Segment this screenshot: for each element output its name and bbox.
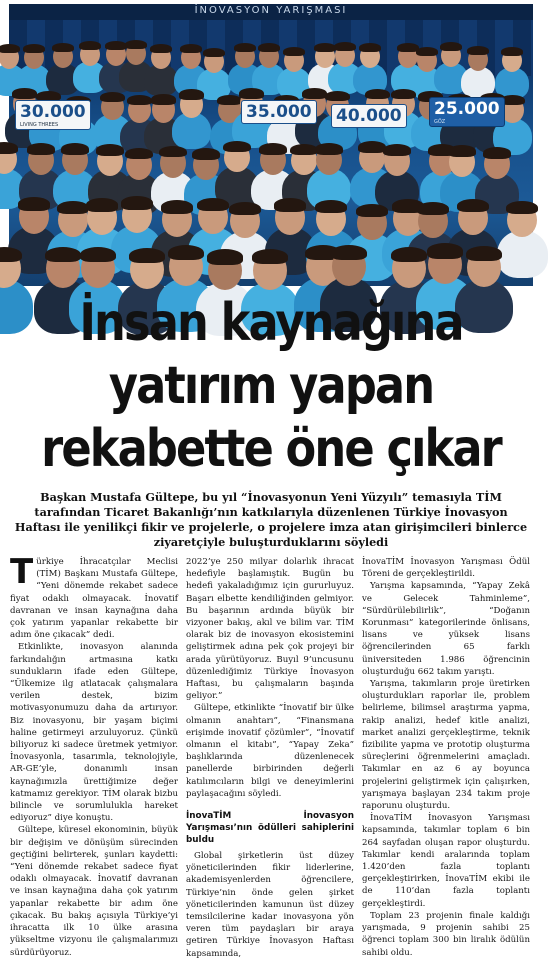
- prize-check-4: [429, 97, 505, 127]
- paragraph: Global şirketlerin üst düzey yöneticilerinden fikir liderlerine, akademisyenlerden öğrencilere, Türkiye’nin önde gelen şirket yöneticilerinden kamunun üst düzey temsilcilerine kadar inovasyona yön veren tüm paydaşları bir araya getiren Türkiye İnovasyon Haftası kapsamında,: [186, 851, 354, 959]
- crowd-hair: [466, 246, 502, 261]
- prize-check-3-amount: 40.000: [336, 106, 402, 126]
- crowd-hair: [467, 46, 489, 55]
- crowd-hair: [239, 88, 264, 98]
- paragraph: Toplam 23 projenin finale kaldığı yarışmada, 9 projenin sahibi 25 öğrenci toplam 300 bin liralık ödülün sahibi oldu.: [362, 910, 530, 958]
- paragraph-text: ürkiye İhracatçılar Meclisi (TİM) Başkanı Mustafa Gültepe, “Yeni dönemde rekabet sadece fiyat odaklı olmayacak. İnovatif davranan ve insan kaynağına daha çok yatırım yapanlar rekabette bir adım öne çıkacak” dedi.: [10, 557, 178, 641]
- crowd-hair: [168, 245, 204, 260]
- headline: [38, 292, 504, 481]
- crowd-hair: [331, 245, 367, 260]
- prize-check-2-amount: 35.000: [246, 102, 312, 122]
- crowd-hair: [96, 144, 124, 156]
- crowd-hair: [501, 47, 523, 56]
- crowd-hair: [365, 89, 390, 99]
- crowd-hair: [197, 198, 229, 212]
- crowd-hair: [427, 243, 463, 258]
- crowd-hair: [100, 92, 125, 102]
- crowd-hair: [150, 44, 172, 53]
- news-photo: [9, 4, 533, 286]
- crowd-hair: [80, 247, 116, 262]
- crowd-hair: [274, 198, 306, 212]
- crowd-hair: [416, 47, 438, 56]
- paragraph: 2022’ye 250 milyar dolarlık ihracat hedefiyle başlamıştık. Bugün bu hedefi yakaladığımız için gururluyuz. Başarı elbette kendiliğinden gelmiyor. Bu başarının ardında büyük bir vizyoner bakış, akıl ve bilim var. TİM olarak biz de inovasyon ekosistemini geliştirmek adına pek çok projeyi bir arada yürütüyoruz. Buyıl 9’uncusunu düzenlediğimiz Türkiye İnovasyon Haftası, bu çalışmaların başında geliyor.”: [186, 557, 354, 702]
- crowd-hair: [105, 41, 127, 50]
- prize-check-3: [331, 104, 407, 128]
- crowd-hair: [23, 44, 45, 53]
- crowd-hair: [86, 198, 118, 212]
- crowd-hair: [12, 88, 37, 98]
- crowd-hair: [234, 43, 256, 52]
- crowd-hair: [252, 249, 288, 264]
- crowd-hair: [180, 44, 202, 53]
- prize-check-4-amount: 25.000: [434, 99, 500, 119]
- crowd-hair: [315, 143, 343, 155]
- crowd-hair: [161, 200, 193, 214]
- prize-check-1-caption: LIVING THREES: [20, 122, 59, 128]
- crowd-hair: [483, 147, 511, 159]
- paragraph: Gültepe, küresel ekonominin, büyük bir değişim ve dönüşüm sürecinden geçtiğini belirterek, şunları kaydetti: “Yeni dönemde rekabet sadece fiyat odaklı olmayacak. İnovatif davranan ve insan kaynağına daha çok yatırım yapanlar rekabette bir adım öne çıkacak. Bu bakış açısıyla Türkiye’yi ihracatta ilk 10 ülke arasına yükseltme vizyonu ile çalışmalarımızı sürdürüyoruz.: [10, 825, 178, 958]
- crowd-hair: [61, 143, 89, 155]
- prize-check-1: [15, 100, 91, 130]
- crowd-person: [497, 230, 548, 278]
- crowd-hair: [283, 47, 305, 56]
- crowd-hair: [0, 44, 20, 53]
- crowd-hair: [417, 202, 449, 216]
- article-body: [10, 552, 532, 959]
- crowd-hair: [27, 143, 55, 155]
- crowd-hair: [0, 142, 18, 154]
- crowd-hair: [258, 43, 280, 52]
- crowd-hair: [391, 89, 416, 99]
- column-2: [186, 556, 354, 959]
- crowd-hair: [125, 40, 147, 49]
- crowd-hair: [223, 141, 251, 153]
- headline-line-2: yatırım yapan: [108, 356, 434, 416]
- headline-line-3: rekabette öne çıkar: [41, 419, 501, 479]
- prize-check-1-amount: 30.000: [20, 102, 86, 122]
- crowd-hair: [325, 91, 350, 101]
- crowd-hair: [159, 146, 187, 158]
- crowd-hair: [129, 248, 165, 263]
- crowd-hair: [207, 249, 243, 264]
- crowd-hair: [440, 42, 462, 51]
- prize-check-2: [241, 100, 317, 124]
- crowd-hair: [457, 199, 489, 213]
- crowd-hair: [383, 144, 411, 156]
- paragraph: Gültepe, etkinlikte “İnovatif bir ülke olmanın anahtarı”, “Finansmana erişimde inovatif çözümler”, “İnovatif olmanın el kitabı”, “Yapay Zeka” başlıklarında düzenlenecek panellerde birbirinden değerli katılımcıların bilgi ve deneyimlerini paylaşacağını söyledi.: [186, 703, 354, 799]
- paragraph: Yarışma kapsamında, “Yapay Zekâ ve Gelecek Tahminleme”, “Sürdürülebilirlik”, “Doğanın Korunması” kategorilerinde önlisans, lisans ve yüksek lisans öğrencilerinden 65 farklı üniversiteden 1.986 öğrencinin oluşturduğu 662 takım yarıştı.: [362, 581, 530, 677]
- paragraph: [10, 552, 178, 641]
- crowd-hair: [229, 202, 261, 216]
- crowd: [9, 34, 533, 286]
- crowd-hair: [52, 43, 74, 52]
- crowd-hair: [356, 204, 388, 218]
- crowd-hair: [506, 201, 538, 215]
- subheading: İnovaTİM İnovasyon Yarışması’nın ödülleri sahiplerini buldu: [186, 811, 354, 846]
- crowd-hair: [259, 143, 287, 155]
- crowd-hair: [448, 145, 476, 157]
- paragraph: İnovaTİM İnovasyon Yarışması Ödül Töreni de gerçekleştirildi.: [362, 557, 530, 580]
- photo-banner-text: İNOVASYON YARIŞMASI: [9, 4, 533, 20]
- paragraph: İnovaTİM İnovasyon Yarışması kapsamında, takımlar toplam 6 bin 264 sayfadan oluşan rapor oluşturdu. Takımlar kendi aralarında toplam 1.420’den fazla toplantı gerçekleştirirken, İnovaTİM ekibi ile de 110’dan fazla toplantı gerçekleştirdi.: [362, 813, 530, 909]
- drop-cap: T: [10, 552, 34, 592]
- crowd-hair: [203, 48, 225, 57]
- paragraph: Etkinlikte, inovasyon alanında farkındalığın artmasına katkı sundukların ifade eden Gültepe, “Ülkemize ilg atlatacak çalışmalara verilen destek, bizim motivasyonumuzu daha da artırıyor. Biz inovasyonu, bir yaşam biçimi haline getirmeyi arzuluyoruz. Çünkü biliyoruz ki sadece üretmek yetmiyor. İnovasyonla, tasarımla, teknolojiyle, AR-GE’yle, donanımlı insan kaynağımızla ürettiğimize değer katmamız gerekiyor. TİM olarak bizbu bilincle ve sorumlulukla hareket ediyoruz” diye konuştu.: [10, 642, 178, 824]
- crowd-hair: [179, 89, 204, 99]
- crowd-hair: [314, 43, 336, 52]
- crowd-hair: [127, 95, 152, 105]
- headline-line-1: İnsan kaynağına: [79, 293, 463, 353]
- crowd-hair: [290, 144, 318, 156]
- crowd-hair: [57, 201, 89, 215]
- crowd-hair: [302, 88, 327, 98]
- crowd-hair: [151, 94, 176, 104]
- column-1: [10, 552, 178, 958]
- crowd-hair: [18, 197, 50, 211]
- paragraph: Yarışma, takımların proje üretirken oluşturdukları raporlar ile, problem belirleme, bilimsel araştırma yapma, rakip analizi, hedef kitle analizi, market analizi gerçekleştirme, teknik fizibilite yapma ve prototip oluşturma süreçlerini öğrenmelerini amaçladı. Takımlar en az 6 ay boyunca projelerini geliştirmek için çalışırken, yarışmaya başlayan 234 takım proje raporunu oluşturdu.: [362, 679, 530, 812]
- crowd-hair: [358, 141, 386, 153]
- prize-check-4-caption: GÖZ: [434, 119, 446, 125]
- crowd-hair: [125, 148, 153, 160]
- crowd-hair: [334, 42, 356, 51]
- crowd-hair: [121, 196, 153, 210]
- crowd-hair: [359, 43, 381, 52]
- column-3: [362, 556, 530, 958]
- crowd-hair: [192, 148, 220, 160]
- crowd-hair: [315, 200, 347, 214]
- crowd-hair: [79, 41, 101, 50]
- deck-summary: Başkan Mustafa Gültepe, bu yıl “İnovasyonun Yeni Yüzyılı” temasıyla TİM tarafından Ticaret Bakanlığı’nın katkılarıyla düzenlenen Türkiye İnovasyon Haftası ile yenilikçi fikir ve projelerle, o projelere imza atan girişimcileri binlerce ziyaretçiyle buluşturduklarını söyledi: [14, 490, 528, 549]
- crowd-hair: [45, 247, 81, 262]
- crowd-hair: [391, 247, 427, 262]
